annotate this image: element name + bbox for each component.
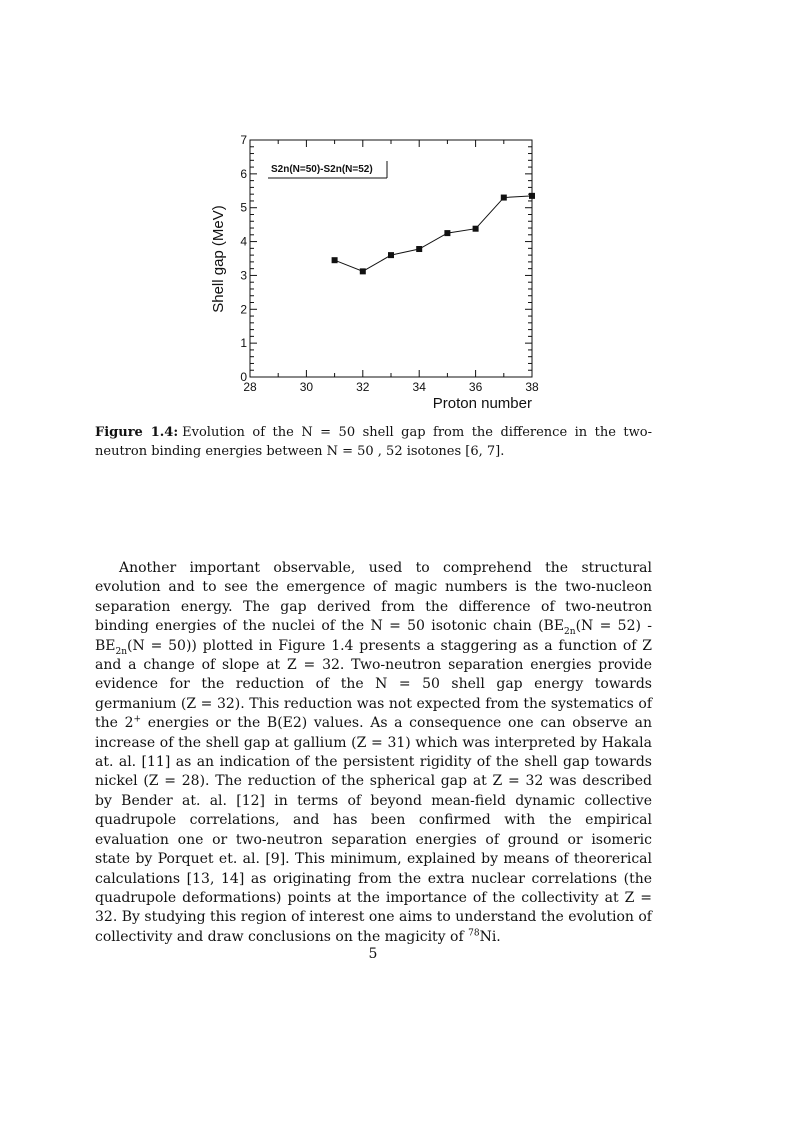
data-point [529, 193, 535, 199]
chart-axes [250, 140, 532, 377]
figure-caption [95, 423, 652, 461]
x-tick-label: 34 [412, 380, 426, 394]
data-point [444, 230, 450, 236]
text-segment: (N = 50)) plotted in Figure 1.4 presents a staggering as a function of Z and a change of slope at Z = 32. Two-neutron separation energies provide evidence for the reduction of the N = 50 shell gap energy towards germanium (Z = 32). This reduction was not expected from the systematics of the 2 [95, 637, 652, 732]
data-point [388, 252, 394, 258]
data-point [332, 257, 338, 263]
shell-gap-chart [200, 128, 560, 413]
page-number: 5 [368, 946, 378, 962]
y-tick-label: 7 [240, 133, 247, 147]
y-tick-label: 2 [240, 302, 247, 317]
y-axis-label: Shell gap (MeV) [210, 205, 227, 313]
data-point [501, 195, 507, 201]
x-tick-label: 32 [356, 380, 370, 394]
legend-label: S2n(N=50)-S2n(N=52) [271, 164, 373, 175]
x-tick-label: 36 [468, 380, 483, 394]
x-tick-label: 30 [299, 380, 314, 394]
caption-text: Evolution of the N = 50 shell gap from the difference in the two-neutron binding energies between N = 50 , 52 isotones [6, 7]. [95, 425, 652, 459]
superscript: + [133, 714, 142, 725]
data-point [473, 226, 479, 232]
figure-shell-gap [200, 128, 560, 413]
y-tick-label: 0 [240, 370, 247, 384]
data-point [360, 268, 366, 274]
y-tick-label: 4 [240, 234, 247, 249]
text-segment: Another important observable, used to comprehend the structural evolution and to see the emergence of magic numbers is the two-nucleon separation energy. The gap derived from the difference of two-neutron binding energies of the nuclei of the N = 50 isotonic chain (BE [95, 560, 652, 635]
chart-marks [332, 193, 535, 275]
text-segment: Ni. [479, 928, 501, 945]
x-tick-label: 28 [243, 380, 257, 394]
plot-frame [250, 140, 532, 377]
series-line [335, 196, 532, 272]
y-tick-label: 5 [240, 200, 247, 215]
x-axis-label: Proton number [432, 395, 532, 412]
chart-legend [268, 161, 387, 178]
caption-label: Figure 1.4: [95, 425, 179, 440]
body-paragraph [95, 559, 652, 947]
paragraph [95, 559, 652, 947]
data-point [416, 246, 422, 252]
y-tick-label: 6 [240, 166, 247, 181]
subscript: 2n [564, 627, 576, 638]
superscript: 78 [468, 928, 480, 939]
text-segment: energies or the B(E2) values. As a consequence one can observe an increase of the shell gap at gallium (Z = 31) which was interpreted by Hakala at. al. [11] as an indication of the persistent rigidity of the shell gap towards nickel (Z = 28). The reduction of the spherical gap at Z = 32 was described by Bender at. al. [12] in terms of beyond mean-field dynamic collective quadrupole correlations, and has been confirmed with the empirical evaluation one or two-neutron separation energies of ground or isomeric state by Porquet et. al. [9]. This minimum, explained by means of theorerical calculations [13, 14] as originating from the extra nuclear correlations (the quadrupole deformations) points at the importance of the collectivity at Z = 32. By studying this region of interest one aims to understand the evolution of collectivity and draw conclusions on the magicity of [95, 715, 652, 945]
x-tick-label: 38 [525, 380, 539, 394]
y-tick-label: 1 [240, 336, 247, 351]
subscript: 2n [115, 646, 128, 657]
text-segment: (N = 52) - BE [95, 618, 652, 654]
y-tick-label: 3 [240, 268, 247, 283]
